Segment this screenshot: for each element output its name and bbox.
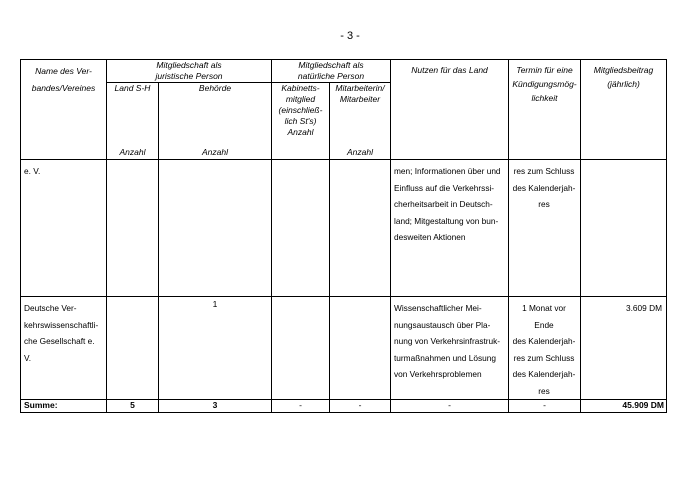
header-beitrag-line2: (jährlich)	[607, 79, 640, 89]
cell-name	[21, 160, 107, 297]
summary-nutzen: -	[391, 400, 509, 413]
summary-termin: -	[509, 400, 581, 413]
header-juristic-line1: Mitgliedschaft als	[156, 60, 222, 70]
header-juristic-line2: juristische Person	[155, 71, 223, 81]
header-land-sh-label: Land S-H	[114, 83, 151, 93]
cell-name-line: kehrswissenschaftli-	[24, 319, 99, 330]
cell-nutzen-line: turmaßnahmen und Lösung	[394, 352, 496, 363]
summary-mitarbeiter: -	[330, 400, 391, 413]
cell-nutzen-line: nungsaustausch über Pla-	[394, 319, 491, 330]
cell-termin-line: des Kalenderjah-	[512, 182, 576, 193]
cell-behoerde	[159, 160, 272, 297]
membership-table	[20, 59, 667, 413]
cell-nutzen-line: cherheitsarbeit in Deutsch-	[394, 199, 493, 209]
cell-nutzen	[391, 297, 509, 400]
header-beitrag-line1: Mitgliedsbeitrag	[593, 65, 654, 75]
cell-mitarbeiter	[330, 160, 391, 297]
cell-termin-line: des Kalenderjah-	[512, 369, 576, 379]
cell-name-line: e. V.	[24, 166, 41, 176]
header-kabinett-line1: Kabinetts-	[281, 83, 320, 93]
summary-land-sh: 5	[107, 400, 159, 413]
header-beitrag	[581, 60, 667, 160]
header-termin-line1: Termin für eine	[516, 65, 573, 75]
cell-nutzen-line: men; Informationen über und	[394, 166, 501, 176]
header-name-line1: Name des Ver-	[35, 66, 92, 76]
page-number: - 3 -	[340, 30, 360, 42]
cell-nutzen-line: Einfluss auf die Verkehrssi-	[394, 182, 495, 193]
header-behoerde	[159, 83, 272, 160]
header-anzahl-land: Anzahl	[119, 147, 146, 157]
cell-nutzen	[391, 160, 509, 297]
cell-termin-line: des Kalenderjah-	[512, 336, 576, 346]
header-natural-line2: natürliche Person	[297, 71, 365, 81]
header-termin-line3: lichkeit	[531, 93, 558, 103]
cell-beitrag	[581, 160, 667, 297]
header-juristic-group	[107, 60, 272, 83]
header-kabinett-line2: mitglied	[285, 94, 316, 104]
table-row	[21, 160, 667, 297]
cell-land-sh	[107, 160, 159, 297]
header-termin-line2: Kündigungsmög-	[512, 79, 577, 89]
header-mitarbeiter-line2: Mitarbeiter	[339, 94, 381, 104]
header-name	[21, 60, 107, 160]
header-nutzen: Nutzen für das Land	[391, 60, 509, 160]
header-mitarbeiter-line1: Mitarbeiterin/	[335, 83, 385, 93]
header-anzahl-mitarbeiter: Anzahl	[347, 147, 373, 157]
cell-termin-line: res	[538, 385, 550, 396]
cell-name	[21, 297, 107, 400]
header-land-sh	[107, 83, 159, 160]
cell-beitrag: 3.609 DM	[581, 297, 667, 400]
header-kabinett	[272, 83, 330, 160]
cell-termin	[509, 297, 581, 400]
cell-kabinett	[272, 297, 330, 400]
summary-behoerde: 3	[159, 400, 272, 413]
summary-label: Summe:	[21, 400, 107, 413]
cell-mitarbeiter	[330, 297, 391, 400]
header-row-groups	[21, 60, 667, 83]
header-termin	[509, 60, 581, 160]
cell-nutzen-line: nung von Verkehrsinfrastruk-	[394, 336, 501, 346]
cell-termin-line: res zum Schluss	[513, 352, 575, 363]
cell-termin-line: 1 Monat vor Ende	[522, 303, 566, 330]
cell-name-line: Deutsche Ver-	[24, 303, 77, 313]
header-behoerde-label: Behörde	[198, 83, 232, 93]
header-anzahl-kabinett: Anzahl	[287, 127, 314, 137]
cell-kabinett	[272, 160, 330, 297]
header-kabinett-line3: (einschließ-	[278, 105, 323, 115]
table-row	[21, 297, 667, 400]
cell-name-line: V.	[24, 352, 32, 363]
header-anzahl-behoerde: Anzahl	[202, 147, 228, 157]
summary-row	[21, 400, 667, 413]
cell-termin	[509, 160, 581, 297]
cell-nutzen-line: land; Mitgestaltung von bun-	[394, 215, 499, 226]
header-mitarbeiter	[330, 83, 391, 160]
cell-nutzen-line: von Verkehrsproblemen	[394, 369, 482, 379]
cell-termin-line: res	[538, 199, 550, 209]
cell-nutzen-line: Wissenschaftlicher Mei-	[394, 303, 482, 313]
cell-name-line: che Gesellschaft e.	[24, 336, 95, 346]
cell-nutzen-line: desweiten Aktionen	[394, 232, 466, 242]
summary-kabinett: -	[272, 400, 330, 413]
cell-land-sh	[107, 297, 159, 400]
header-kabinett-line4: lich St's)	[284, 116, 317, 126]
header-natural-group	[272, 60, 391, 83]
cell-behoerde: 1	[159, 297, 272, 400]
header-natural-line1: Mitgliedschaft als	[298, 60, 364, 70]
cell-termin-line: res zum Schluss	[513, 166, 575, 176]
summary-beitrag: 45.909 DM	[581, 400, 667, 413]
header-name-line2: bandes/Vereines	[31, 83, 96, 93]
